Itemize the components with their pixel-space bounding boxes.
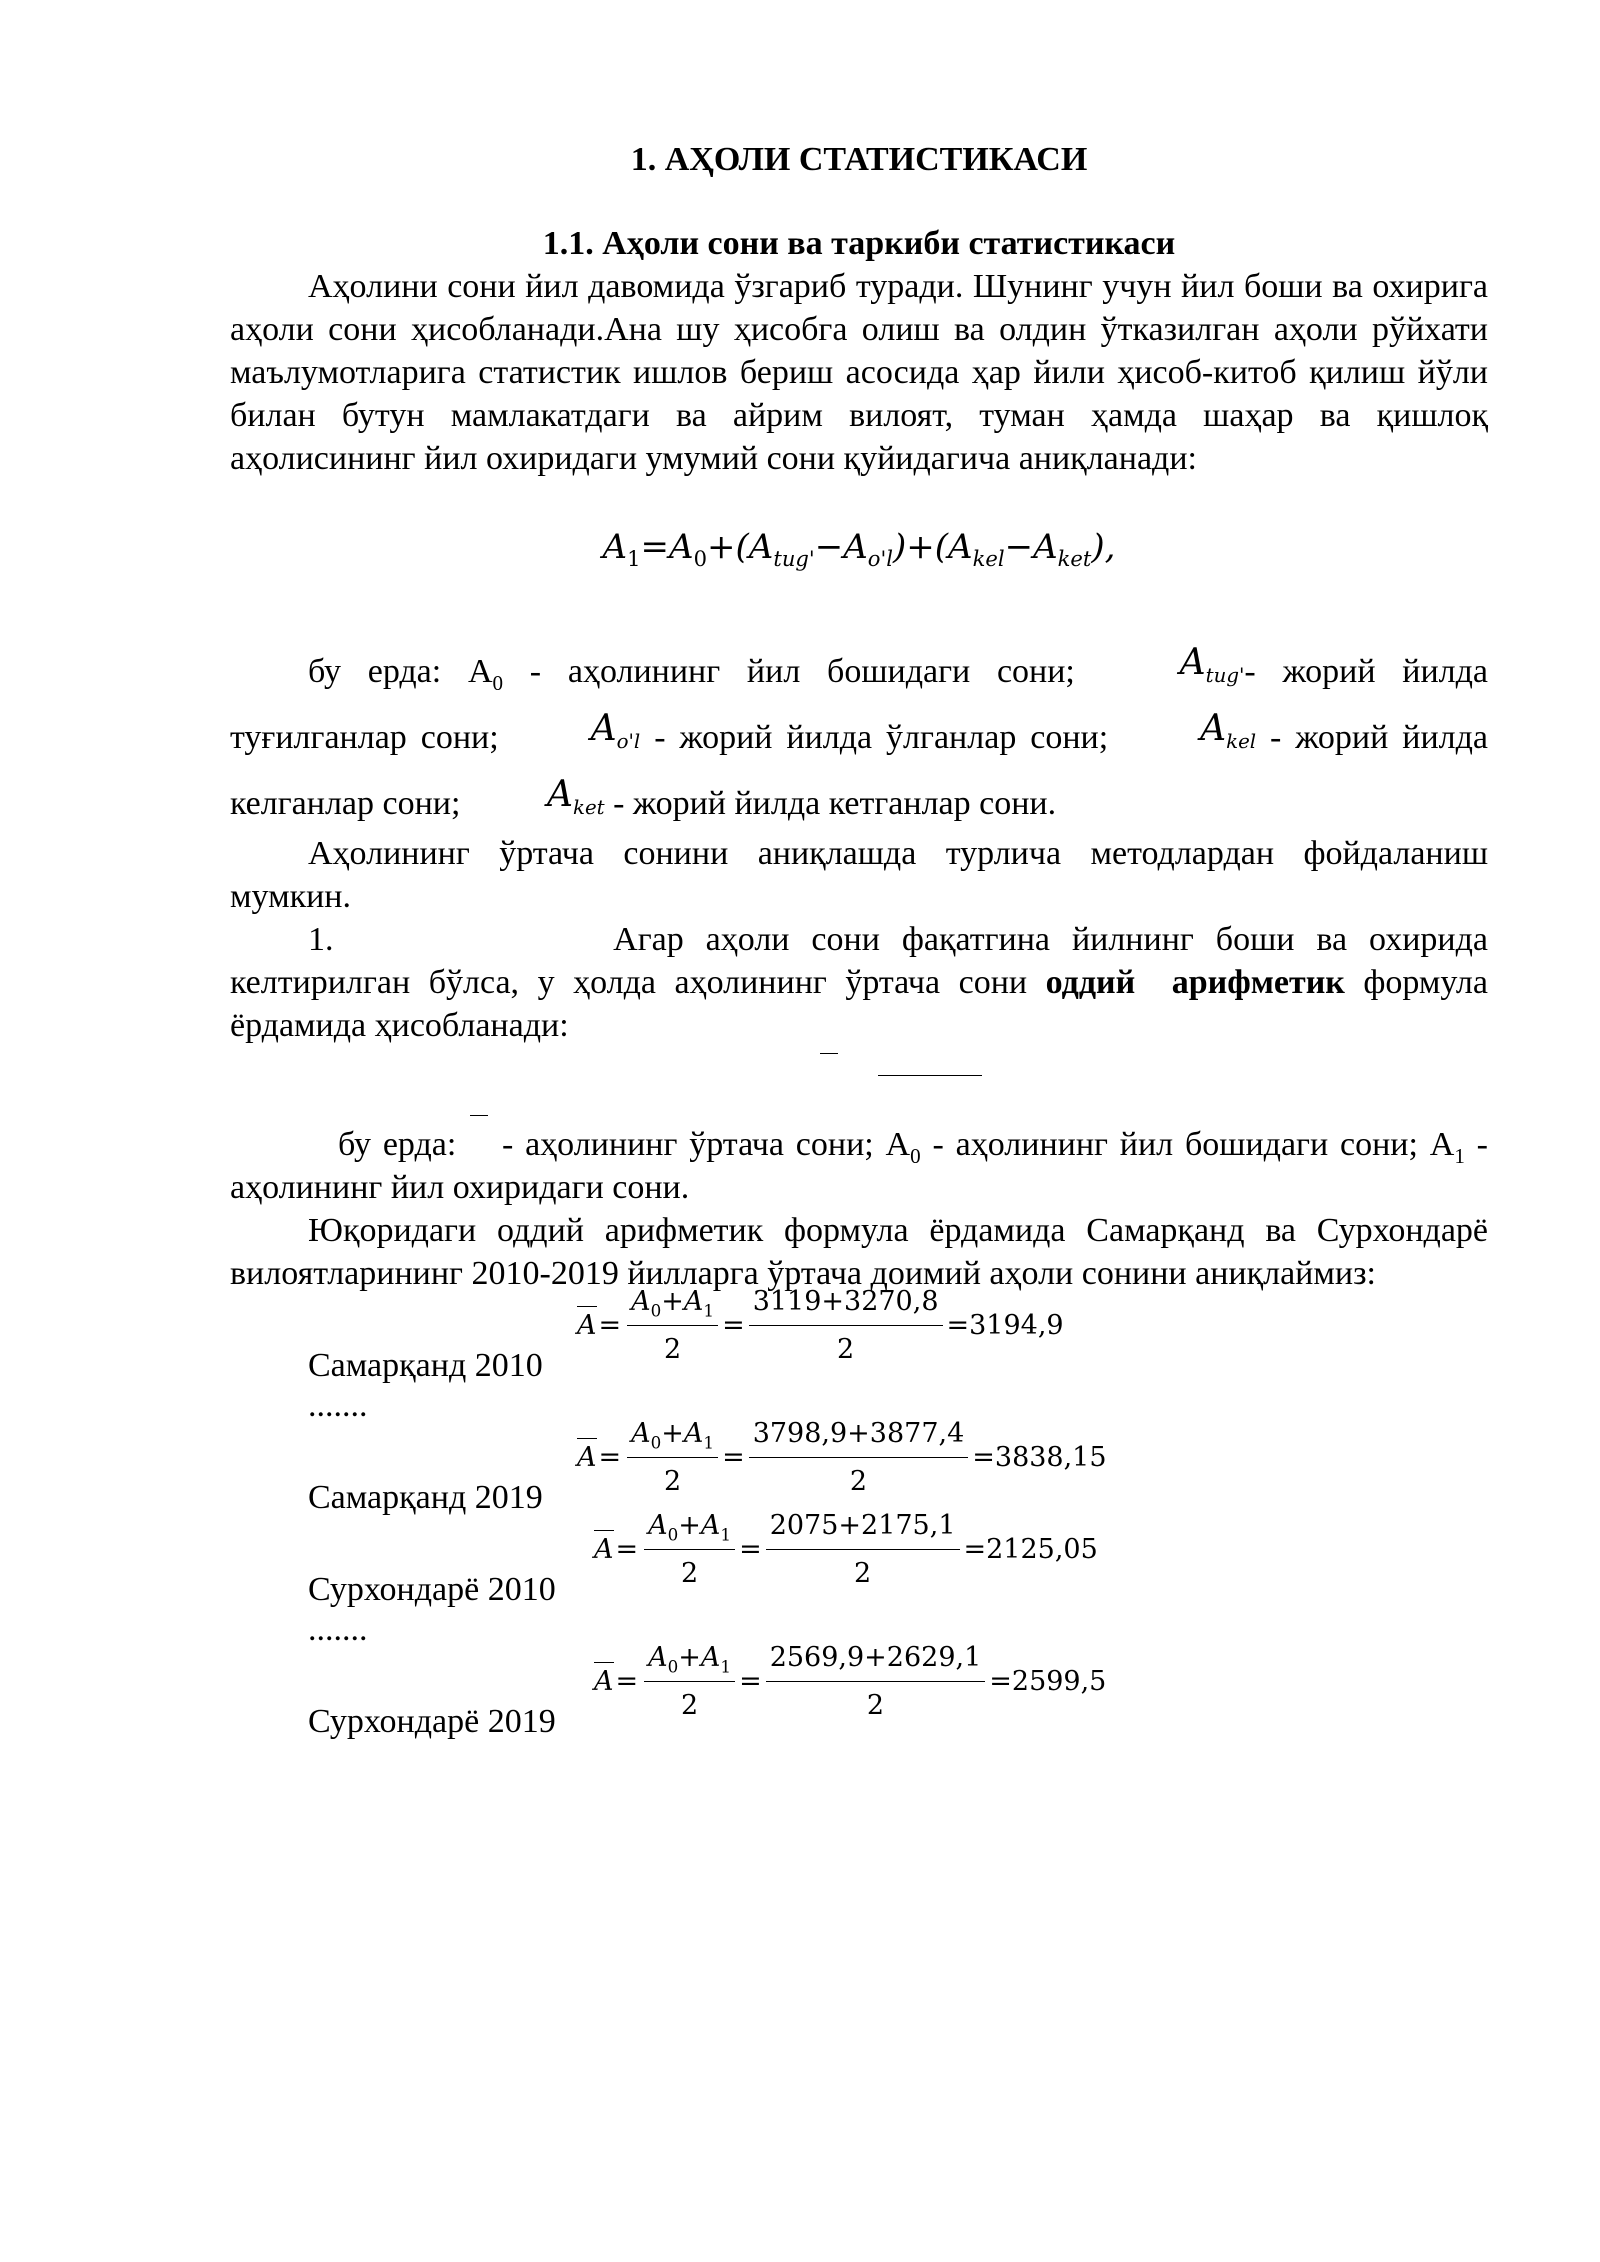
calculation-numerator: 2569,9+2629,1 [766,1636,986,1682]
paragraph-definitions-2: бу ерда: - аҳолининг ўртача сони; $А_0$ - аҳолининг йил бошидаги сони; $А_1$ - аҳолининг йил охиридаги сони. [230,1126,1489,1206]
calculation-result: 2599,5 [1011,1666,1107,1697]
ellipsis-row: ....... [308,1387,368,1424]
calculation-result: 3194,9 [969,1310,1064,1341]
calculation-formula: A = $\frac{A_0+A_1}{2}$ = $\frac{2075+2175,1}{2}$ = 2125,05 [594,1504,1098,1595]
population-formula: $A_1=A_0+(A_{tug'}-A_{o'l})+(A_{kel}-A_{ket})$, [602,527,1116,571]
calculation-label: Самарқанд 2019 [308,1479,543,1516]
section-heading: 1.1. Аҳоли сони ва таркиби статистикаси [542,225,1176,262]
symbol-deaths: $A_{o'l}$ [590,708,641,754]
numeric-fraction: $\frac{3119+3270,8}{2}$ [749,1280,943,1371]
chapter-heading: 1. АҲОЛИ СТАТИСТИКАСИ [630,141,1088,178]
document-page [230,140,1488,1743]
calculation-result: 3838,15 [994,1442,1107,1473]
numeric-fraction: $\frac{3798,9+3877,4}{2}$ [749,1412,969,1503]
calculation-row [230,1642,1488,1743]
formula-bar [820,1053,838,1054]
symbol-arrivals: $A_{kel}$ [1200,708,1257,754]
calculation-row [230,1510,1488,1611]
ellipsis-row: ....... [308,1611,368,1648]
generic-fraction: $\frac{A_0+A_1}{2}$ [627,1412,718,1503]
paragraph-definitions: бу ерда: $А_0$ - аҳолининг йил бошидаги сони; $A_{tug'}-$ жорий йилда туғилганлар сони; $A_{o'l}$ - жорий йилда ўлганлар сони; $A_{kel}$ - жорий йилда келганлар сони; $A_{ket}$ - жорий йилда кетганлар сони. [230,634,1488,832]
calculation-label: Сурхондарё 2019 [308,1703,556,1740]
generic-fraction: $\frac{A_0+A_1}{2}$ [644,1504,735,1595]
calculation-numerator: 2075+2175,1 [766,1504,960,1550]
paragraph-intro: Аҳолини сони йил давомида ўзгариб туради. Шунинг учун йил боши ва охирига аҳоли сони ҳисобланади.Ана шу ҳисобга олиш ва олдин ўтказилган аҳоли рўйхати маълумотларига статистик ишлов бериш асосида ҳар йили ҳисоб-китоб қилиш йўли билан бутун мамлакатдаги ва айрим вилоят, туман ҳамда шаҳар ва қишлоқ аҳолисининг йил охиридаги умумий сони қуйидагича аниқланади: [230,268,1488,477]
calculation-label: Сурхондарё 2010 [308,1571,556,1608]
formula-fraction-line [878,1075,982,1076]
numeric-fraction: $\frac{2075+2175,1}{2}$ [766,1504,960,1595]
calculation-list [230,1286,1488,1743]
list-item-1: 1. Агар аҳоли сони фақатгина йилнинг боши ва охирида келтирилган бўлса, у ҳолда аҳолининг ўртача сони оддий арифметик формула ёрдамида ҳисобланади: [230,921,1488,1044]
calculation-label: Самарқанд 2010 [308,1347,543,1384]
calculation-formula: A = $\frac{A_0+A_1}{2}$ = $\frac{2569,9+2629,1}{2}$ = 2599,5 [594,1636,1106,1727]
calculation-formula: A = $\frac{A_0+A_1}{2}$ = $\frac{3798,9+3877,4}{2}$ = 3838,15 [577,1412,1107,1503]
average-symbol: A [577,1304,597,1347]
calculation-numerator: 3119+3270,8 [749,1280,943,1326]
average-symbol [468,1125,490,1155]
calculation-formula: A = $\frac{A_0+A_1}{2}$ = $\frac{3119+3270,8}{2}$ = 3194,9 [577,1280,1064,1371]
calculation-row [230,1286,1488,1387]
average-formula-placeholder [230,1047,1488,1109]
paragraph-methods: Аҳолининг ўртача сонини аниқлашда турлича методлардан фойдаланиш мумкин. [230,835,1488,915]
generic-fraction: $\frac{A_0+A_1}{2}$ [627,1280,718,1371]
calculation-result: 2125,05 [986,1534,1098,1565]
average-symbol: A [594,1528,614,1571]
numeric-fraction: $\frac{2569,9+2629,1}{2}$ [766,1636,986,1727]
paragraph-regions: Юқоридаги оддий арифметик формула ёрдамида Самарқанд ва Сурхондарё вилоятларининг 2010-2019 йилларга ўртача доимий аҳоли сонини аниқлаймиз: [230,1212,1488,1292]
calculation-numerator: 3798,9+3877,4 [749,1412,969,1458]
average-symbol: A [594,1660,614,1703]
generic-fraction: $\frac{A_0+A_1}{2}$ [644,1636,735,1727]
average-symbol: A [577,1436,597,1479]
symbol-births: $A_{tug'}$ [1179,642,1245,688]
symbol-departures: $A_{ket}$ [546,774,605,820]
